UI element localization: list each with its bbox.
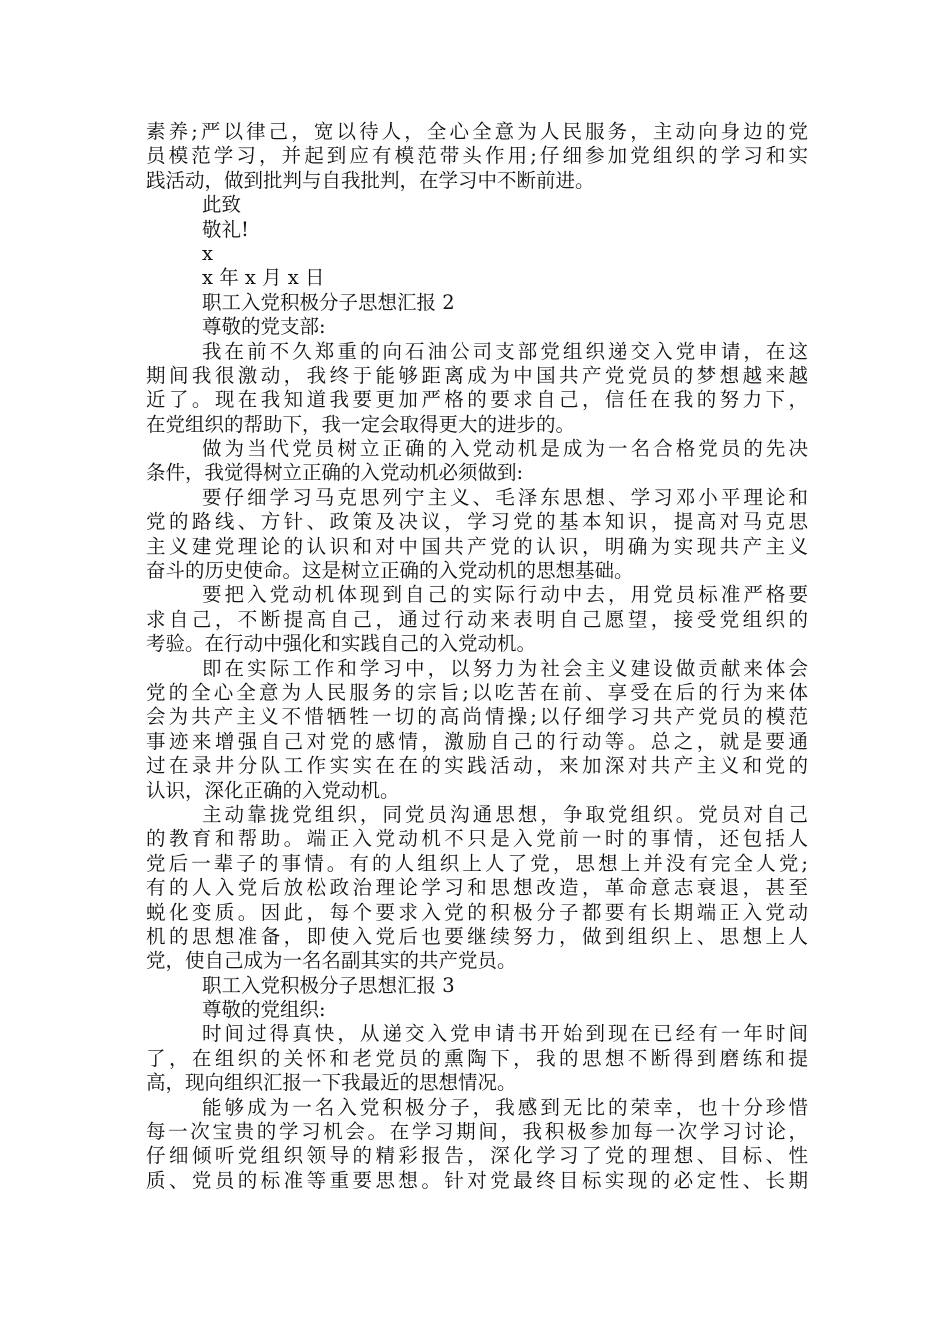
text-line: 过在录井分队工作实实在在的实践活动，来加深对共产主义和党的 [146,754,808,778]
text-line: 仔细倾听党组织领导的精彩报告，深化学习了党的理想、目标、性 [146,1144,808,1168]
text-line: 此致 [202,193,242,217]
text-line: 党，使自己成为一名名副其实的共产党员。 [146,949,517,973]
text-line: 员模范学习，并起到应有模范带头作用;仔细参加党组织的学习和实 [146,144,808,168]
text-line: 机的思想准备，即使入党后也要继续努力，做到组织上、思想上人 [146,924,808,948]
text-line: 职工入党积极分子思想汇报 3 [202,973,455,997]
text-line: x [202,241,213,265]
text-line: 要把入党动机体现到自己的实际行动中去，用党员标准严格要 [202,583,808,607]
text-line: 了，在组织的关怀和老党员的熏陶下，我的思想不断得到磨练和提 [146,1046,808,1070]
text-line: 的教育和帮助。端正入党动机不只是入党前一时的事情，还包括人 [146,827,808,851]
text-line: 职工入党积极分子思想汇报 2 [202,290,455,314]
text-line: 高，现向组织汇报一下我最近的思想情况。 [146,1071,517,1095]
text-line: 即在实际工作和学习中，以努力为社会主义建设做贡献来体会 [202,656,808,680]
text-line: 每一次宝贵的学习机会。在学习期间，我积极参加每一次学习讨论， [146,1120,808,1144]
text-line: 考验。在行动中强化和实践自己的入党动机。 [146,632,537,656]
text-line: 求自己，不断提高自己，通过行动来表明自己愿望，接受党组织的 [146,607,808,631]
text-line: 尊敬的党支部: [202,315,326,339]
text-line: 奋斗的历史使命。这是树立正确的入党动机的思想基础。 [146,559,634,583]
text-line: 践活动，做到批判与自我批判，在学习中不断前进。 [146,168,595,192]
text-line: 党后一辈子的事情。有的人组织上人了党，思想上并没有完全人党; [146,851,808,875]
text-line: 尊敬的党组织: [202,998,326,1022]
text-line: 质、党员的标准等重要思想。针对党最终目标实现的必定性、长期 [146,1168,808,1192]
text-line: 在党组织的帮助下，我一定会取得更大的进步的。 [146,412,576,436]
text-line: 敬礼! [202,217,249,241]
text-line: 主动靠拢党组织，同党员沟通思想，争取党组织。党员对自己 [202,802,808,826]
text-line: 党的全心全意为人民服务的宗旨;以吃苦在前、享受在后的行为来体 [146,680,808,704]
text-line: 素养;严以律己，宽以待人，全心全意为人民服务，主动向身边的党 [146,120,808,143]
text-line: 条件，我觉得树立正确的入党动机必须做到: [146,461,524,485]
text-line: 要仔细学习马克思列宁主义、毛泽东思想、学习邓小平理论和 [202,485,808,509]
text-line: 会为共产主义不惜牺牲一切的高尚情操;以仔细学习共产党员的模范 [146,705,808,729]
text-line: 做为当代党员树立正确的入党动机是成为一名合格党员的先决 [202,437,808,461]
document-body [146,120,808,1193]
text-line: 期间我很激动，我终于能够距离成为中国共产党党员的梦想越来越 [146,363,808,387]
text-line: 有的人入党后放松政治理论学习和思想改造，革命意志衰退，甚至 [146,876,808,900]
text-line: 能够成为一名入党积极分子，我感到无比的荣幸，也十分珍惜 [202,1095,808,1119]
text-line: 党的路线、方针、政策及决议，学习党的基本知识，提高对马克思 [146,510,808,534]
text-line: 时间过得真快，从递交入党申请书开始到现在已经有一年时间 [202,1022,808,1046]
text-line: 事迹来增强自己对党的感情，激励自己的行动等。总之，就是要通 [146,729,808,753]
text-line: 近了。现在我知道我要更加严格的要求自己，信任在我的努力下， [146,388,808,412]
text-line: x 年 x 月 x 日 [202,266,325,290]
text-line: 主义建党理论的认识和对中国共产党的认识，明确为实现共产主义 [146,534,808,558]
text-line: 蜕化变质。因此，每个要求入党的积极分子都要有长期端正入党动 [146,900,808,924]
text-line: 认识，深化正确的入党动机。 [146,778,400,802]
text-line: 我在前不久郑重的向石油公司支部党组织递交入党申请，在这 [202,339,808,363]
